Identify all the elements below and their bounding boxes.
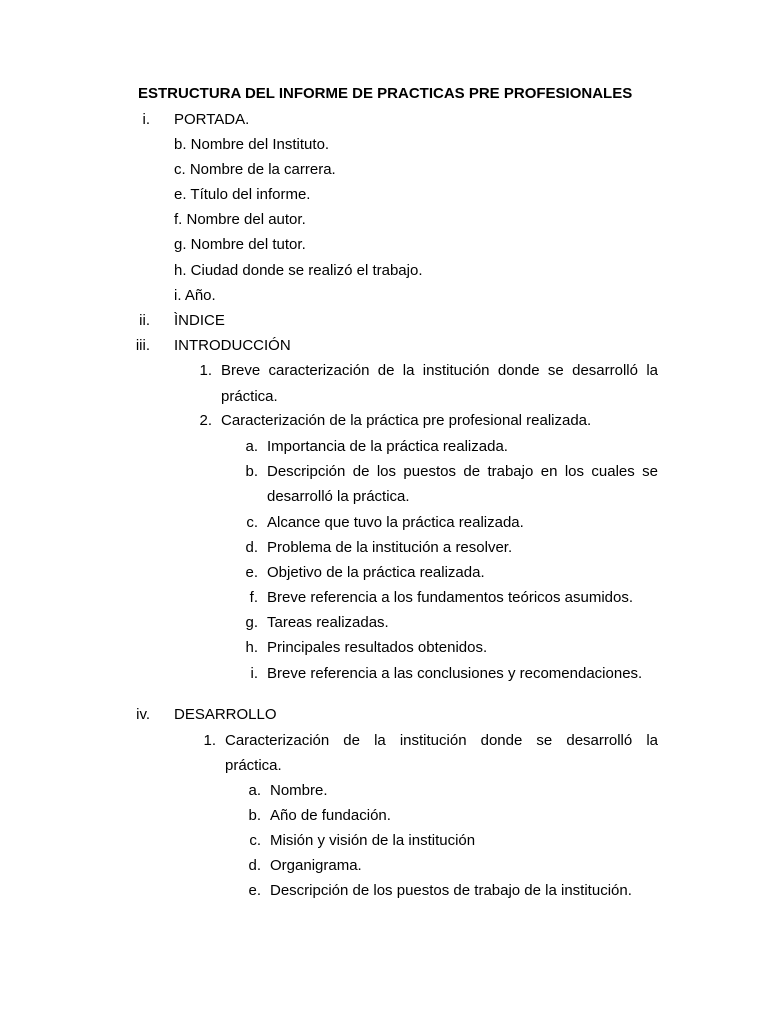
- sublist-item-text: Breve referencia a las conclusiones y recomendaciones.: [267, 665, 643, 682]
- list-marker: 1.: [203, 732, 216, 749]
- sublist-item-text: Problema de la institución a resolver.: [267, 539, 513, 556]
- sublist-item-text: Nombre.: [270, 782, 328, 799]
- portada-item: c. Nombre de la carrera.: [174, 161, 336, 178]
- section-numeral-introduccion: iii.: [135, 337, 150, 354]
- sublist-item-text: Tareas realizadas.: [267, 614, 389, 631]
- sublist-item-text: Alcance que tuvo la práctica realizada.: [267, 514, 524, 531]
- section-numeral-indice: ii.: [139, 312, 150, 329]
- sublist-marker: e.: [248, 882, 261, 899]
- list-item-text: Caracterización de la práctica pre profesional realizada.: [221, 412, 592, 429]
- list-item-text: Caracterización de la institución donde se desarrolló la: [225, 732, 658, 749]
- sublist-item-text: Organigrama.: [270, 857, 362, 874]
- list-item-text-continuation: práctica.: [221, 388, 278, 405]
- portada-item: f. Nombre del autor.: [174, 211, 306, 228]
- section-numeral-desarrollo: iv.: [136, 706, 150, 723]
- document-title: ESTRUCTURA DEL INFORME DE PRACTICAS PRE PROFESIONALES: [138, 85, 633, 102]
- section-heading-indice: ÌNDICE: [174, 312, 225, 329]
- sublist-marker: d.: [248, 857, 261, 874]
- portada-item: i. Año.: [174, 287, 216, 304]
- sublist-marker: b.: [245, 463, 258, 480]
- section-heading-desarrollo: DESARROLLO: [174, 706, 277, 723]
- list-marker: 2.: [199, 412, 212, 429]
- sublist-item-text: Misión y visión de la institución: [270, 832, 476, 849]
- portada-item: e. Título del informe.: [174, 186, 311, 203]
- sublist-marker: a.: [248, 782, 261, 799]
- sublist-item-text-continuation: desarrolló la práctica.: [267, 488, 410, 505]
- sublist-item-text: Principales resultados obtenidos.: [267, 639, 488, 656]
- sublist-marker: d.: [245, 539, 258, 556]
- list-marker: 1.: [199, 362, 212, 379]
- sublist-item-text: Descripción de los puestos de trabajo en los cuales se: [267, 463, 658, 480]
- sublist-item-text: Descripción de los puestos de trabajo de la institución.: [270, 882, 632, 899]
- sublist-item-text: Objetivo de la práctica realizada.: [267, 564, 485, 581]
- sublist-marker: e.: [245, 564, 258, 581]
- portada-item: g. Nombre del tutor.: [174, 236, 306, 253]
- list-item-text: Breve caracterización de la institución donde se desarrolló la: [221, 362, 658, 379]
- sublist-marker: f.: [249, 589, 258, 606]
- sublist-marker: a.: [245, 438, 258, 455]
- sublist-item-text: Importancia de la práctica realizada.: [267, 438, 508, 455]
- sublist-item-text: Breve referencia a los fundamentos teóricos asumidos.: [267, 589, 634, 606]
- sublist-marker: g.: [245, 614, 258, 631]
- section-heading-portada: PORTADA.: [174, 111, 250, 128]
- section-heading-introduccion: INTRODUCCIÓN: [174, 337, 291, 354]
- sublist-marker: h.: [245, 639, 258, 656]
- sublist-marker: c.: [249, 832, 261, 849]
- portada-item: b. Nombre del Instituto.: [174, 136, 330, 153]
- section-numeral-portada: i.: [142, 111, 150, 128]
- list-item-text-continuation: práctica.: [225, 757, 282, 774]
- portada-item: h. Ciudad donde se realizó el trabajo.: [174, 262, 423, 279]
- sublist-marker: c.: [246, 514, 258, 531]
- sublist-marker: b.: [248, 807, 261, 824]
- sublist-item-text: Año de fundación.: [270, 807, 391, 824]
- sublist-marker: i.: [250, 665, 258, 682]
